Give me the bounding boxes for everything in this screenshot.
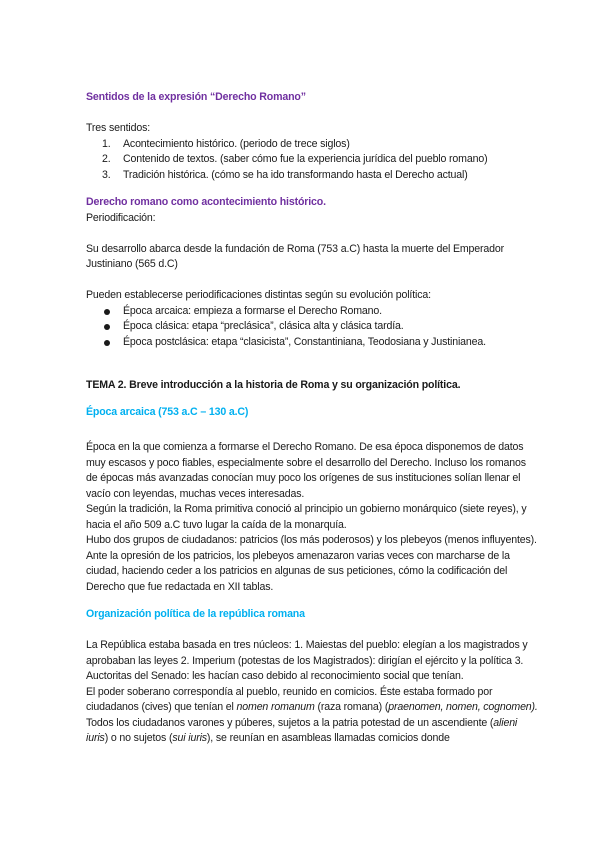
list-item: 2. Contenido de textos. (saber cómo fue la experiencia jurídica del pueblo romano) [102,153,488,165]
list-item: 1. Acontecimiento histórico. (periodo de trece siglos) [102,137,350,150]
heading-epoca-arcaica: Época arcaica (753 a.C – 130 a.C) [86,406,249,418]
republica-paragraph-3: Todos los ciudadanos varones y púberes, sujetos a la patria potestad de un ascendiente (alieni iuris) o no sujetos (sui iuris), se reunían en asambleas llamadas comicios donde [86,716,518,744]
heading-organizacion: Organización política de la república romana [86,608,305,620]
senses-list [86,137,540,184]
intro-text: Tres sentidos: [86,122,151,134]
arcaica-paragraph-2: Según la tradición, la Roma primitiva conoció al principio un gobierno monárquico (siete reyes), y hacia el año 509 a.C tuvo lugar la caída de la monarquía. [86,503,527,531]
periods-list [86,304,540,351]
periods-intro: Pueden establecerse periodificaciones distintas según su evolución política: [86,289,431,301]
development-text: Su desarrollo abarca desde la fundación de Roma (753 a.C) hasta la muerte del Emperador Justiniano (565 d.C) [86,242,505,270]
arcaica-paragraph-1: Época en la que comienza a formarse el Derecho Romano. De esa época disponemos de datos muy escasos y poco fiables, especialmente sobre el desarrollo del Derecho. Incluso los romanos de épocas más avanzadas conocían muy poco los orígenes de sus instituciones solían llenar el vacío con leyendas, muchas veces interesadas. [86,441,526,500]
list-item: Época arcaica: empieza a formarse el Derecho Romano. [86,304,540,320]
arcaica-paragraph-3: Hubo dos grupos de ciudadanos: patricios (los más poderosos) y los plebeyos (menos influyentes). Ante la opresión de los patricios, los plebeyos amenazaron varias veces con marcharse de la ciudad, haciendo ceder a los patricios en algunas de sus peticiones, cómo la codificación del Derecho que fue redactada en XII tablas. [86,534,537,593]
republica-paragraph-1: La República estaba basada en tres núcleos: 1. Maiestas del pueblo: elegían a los magistrados y aprobaban las leyes 2. Imperium (potestas de los Magistrados): dirigían el ejército y la política 3. Auctoritas del Senado: les hacían caso debido al reconocimiento social que tenían. [86,639,528,682]
periodificacion-label: Periodificación: [86,211,156,224]
list-item: Época postclásica: etapa “clasicista”, Constantiniana, Teodosiana y Justinianea. [86,335,540,351]
bullet-icon [104,340,110,346]
bullet-icon [104,309,110,315]
bullet-icon [104,324,110,330]
list-item: Época clásica: etapa “preclásica”, clásica alta y clásica tardía. [86,319,540,335]
heading-sentidos: Sentidos de la expresión “Derecho Romano” [86,91,306,103]
heading-acontecimiento: Derecho romano como acontecimiento histórico. [86,196,326,208]
republica-paragraph-2: El poder soberano correspondía al pueblo, reunido en comicios. Éste estaba formado por ciudadanos (cives) que tenían el nomen romanum (raza romana) (praenomen, nomen, cognomen). [86,685,538,713]
tema-heading: TEMA 2. Breve introducción a la historia de Roma y su organización política. [86,378,461,391]
list-item: 3. Tradición histórica. (cómo se ha ido transformando hasta el Derecho actual) [102,168,468,181]
